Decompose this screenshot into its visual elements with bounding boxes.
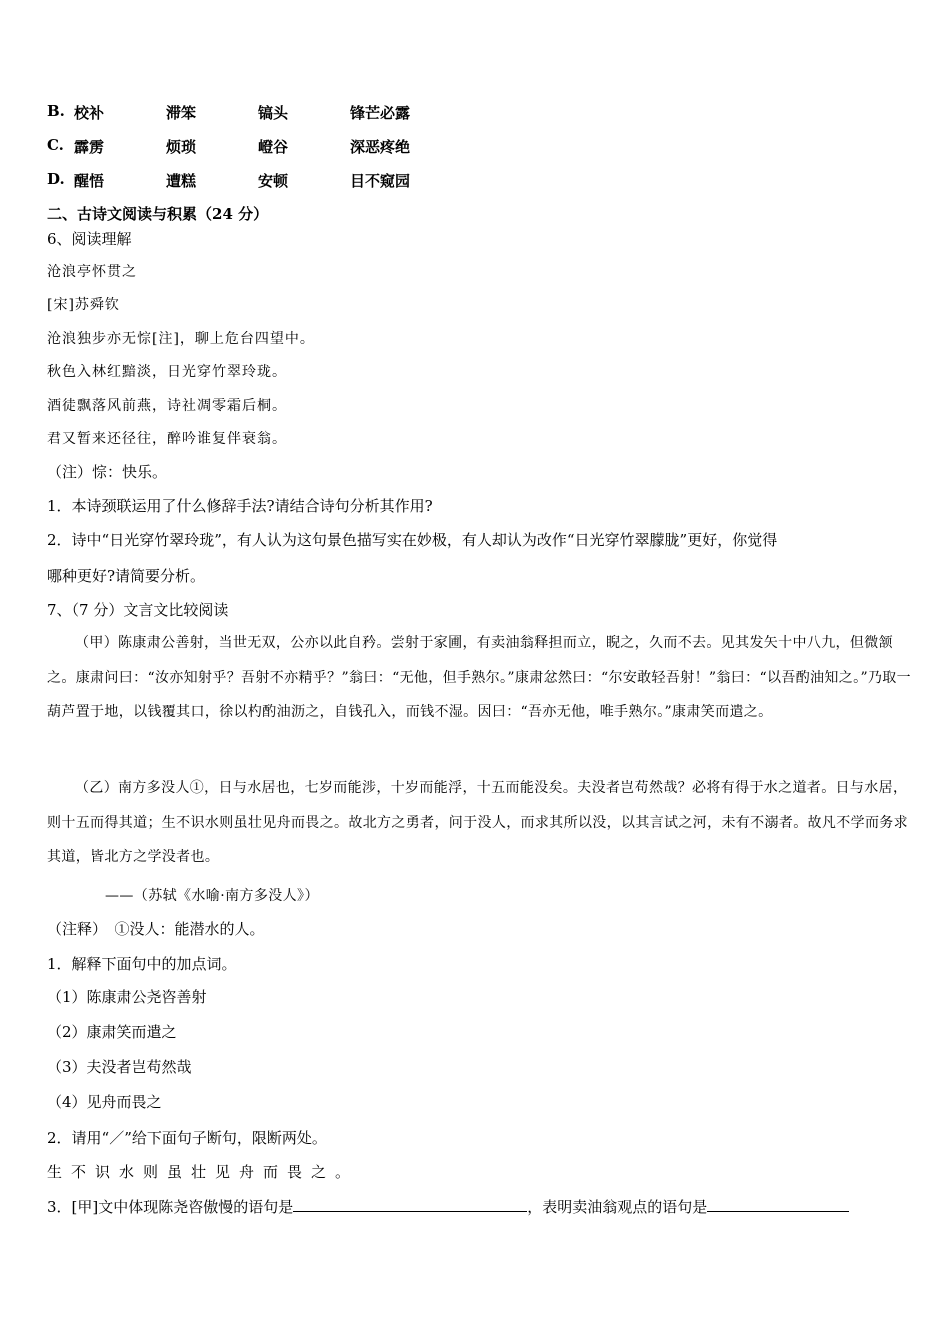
poem-line: 秋色入林红黯淡，日光穿竹翠玲珑。 bbox=[47, 364, 287, 380]
option-word: 遭糕 bbox=[166, 172, 197, 190]
poem-line: 酒徒飘落风前燕，诗社凋零霜后桐。 bbox=[47, 398, 287, 414]
option-word: 锋芒必露 bbox=[350, 104, 411, 122]
poem-title: 沧浪亭怀贯之 bbox=[47, 264, 137, 280]
poem-line: 君又暂来还径往，醉吟谁复伴衰翁。 bbox=[47, 431, 287, 447]
option-letter: D. bbox=[47, 170, 65, 188]
option-d-row bbox=[47, 170, 547, 190]
option-letter: B. bbox=[47, 102, 65, 120]
passage-a-text: （甲）陈康肃公善射，当世无双，公亦以此自矜。尝射于家圃，有卖油翁释担而立，睨之，久而不去。见其发矢十中八九，但微颔之。康肃问曰：“汝亦知射乎？吾射不亦精乎？”翁曰：“无他，但手熟尔。”康肃忿然曰：“尔安敢轻吾射！”翁曰：“以吾酌油知之。”乃取一葫芦置于地，以钱覆其口，徐以杓酌油沥之，自钱孔入，而钱不湿。因曰：“吾亦无他，唯手熟尔。”康肃笑而遣之。 bbox=[47, 635, 912, 720]
question-6-1: 1．本诗颈联运用了什么修辞手法?请结合诗句分析其作用? bbox=[47, 497, 433, 515]
question-7-title: 7、（7 分）文言文比较阅读 bbox=[47, 601, 229, 619]
passage-note: （注释） ①没人：能潜水的人。 bbox=[47, 920, 265, 938]
option-c-row bbox=[47, 136, 547, 156]
poem-line: 沧浪独步亦无悰[注]，聊上危台四望中。 bbox=[47, 331, 315, 347]
option-word: 镐头 bbox=[258, 104, 289, 122]
answer-blank[interactable] bbox=[707, 1196, 849, 1212]
question-7-1-item: （1）陈康肃公尧咨善射 bbox=[47, 988, 207, 1006]
question-7-1-item: （4）见舟而畏之 bbox=[47, 1093, 162, 1111]
passage-b-text: （乙）南方多没人①，日与水居也，七岁而能涉，十岁而能浮，十五而能没矣。夫没者岂苟然哉？必将有得于水之道者。日与水居，则十五而得其道；生不识水则虽壮见舟而畏之。故北方之勇者，问于没人，而求其所以没，以其言试之河，未有不溺者。故凡不学而务求其道，皆北方之学没者也。 bbox=[47, 780, 908, 865]
answer-blank[interactable] bbox=[293, 1196, 527, 1212]
option-word: 校补 bbox=[74, 104, 105, 122]
question-6-title: 6、阅读理解 bbox=[47, 230, 132, 248]
question-7-1-item: （2）康肃笑而遣之 bbox=[47, 1023, 177, 1041]
section-title: 二、古诗文阅读与积累（24 分） bbox=[47, 205, 269, 223]
question-7-3-part2: ，表明卖油翁观点的语句是 bbox=[527, 1198, 708, 1216]
poem-author: [宋]苏舜钦 bbox=[47, 297, 120, 313]
question-7-1: 1．解释下面句中的加点词。 bbox=[47, 955, 237, 973]
question-7-2: 2．请用“／”给下面句子断句，限断两处。 bbox=[47, 1129, 327, 1147]
question-7-1-item: （3）夫没者岂苟然哉 bbox=[47, 1058, 192, 1076]
question-7-3 bbox=[47, 1196, 849, 1217]
option-word: 滞笨 bbox=[166, 104, 197, 122]
option-word: 醒悟 bbox=[74, 172, 105, 190]
option-word: 霹雳 bbox=[74, 138, 105, 156]
passage-b bbox=[47, 771, 913, 875]
option-letter: C. bbox=[47, 136, 64, 154]
option-word: 嶝谷 bbox=[258, 138, 289, 156]
question-7-2-sentence: 生不识水则虽壮见舟而畏之。 bbox=[47, 1163, 360, 1181]
poem-note: （注）悰：快乐。 bbox=[47, 463, 168, 481]
option-word: 安顿 bbox=[258, 172, 289, 190]
question-6-2: 2．诗中“日光穿竹翠玲珑”，有人认为这句景色描写实在妙极，有人却认为改作“日光穿竹翠朦胧”更好，你觉得 bbox=[47, 531, 778, 549]
option-word: 目不窥园 bbox=[350, 172, 411, 190]
option-word: 烦琐 bbox=[166, 138, 197, 156]
question-7-3-part1: 3．[甲]文中体现陈尧咨傲慢的语句是 bbox=[47, 1198, 294, 1216]
question-6-2-cont: 哪种更好?请简要分析。 bbox=[47, 567, 206, 585]
option-word: 深恶疼绝 bbox=[350, 138, 411, 156]
passage-source: ——（苏轼《水喻·南方多没人》） bbox=[105, 888, 319, 904]
option-b-row bbox=[47, 102, 547, 122]
passage-a bbox=[47, 626, 913, 730]
